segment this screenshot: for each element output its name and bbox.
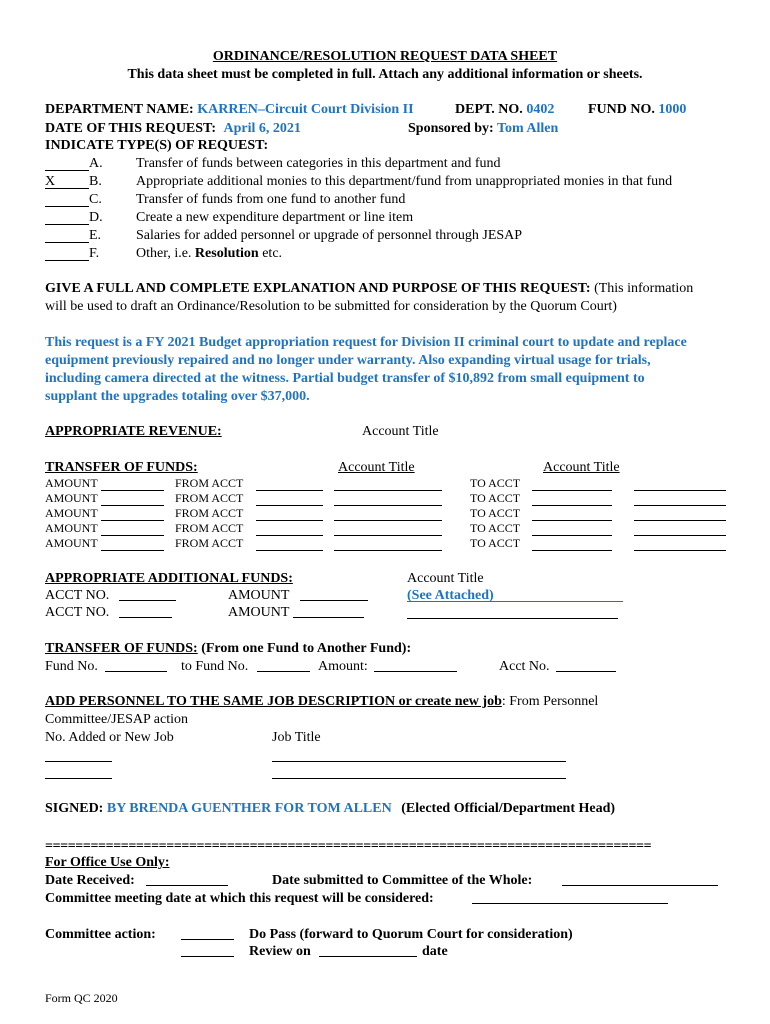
fund-no-value: 1000 xyxy=(658,102,687,117)
fund-no-field xyxy=(588,101,686,118)
from-account-title-input[interactable] xyxy=(334,535,442,536)
acct-no-label: ACCT NO. xyxy=(45,588,110,603)
no-added-input[interactable] xyxy=(45,761,112,762)
meeting-date-label: Committee meeting date at which this request will be considered: xyxy=(45,891,434,906)
amount-label: AMOUNT xyxy=(45,476,98,490)
from-acct-label: FROM ACCT xyxy=(175,506,244,520)
from-acct-label: FROM ACCT xyxy=(175,491,244,505)
acct-no-label: ACCT NO. xyxy=(45,605,110,620)
separator-line: ================================================================================ xyxy=(45,839,652,854)
acct-no-input[interactable] xyxy=(119,617,172,618)
fund-amount-input[interactable] xyxy=(374,671,457,672)
review-date-label: date xyxy=(422,944,448,959)
see-attached-underline xyxy=(407,601,623,602)
to-account-title-input[interactable] xyxy=(634,535,726,536)
explanation-note: (This information xyxy=(590,281,694,296)
dept-no-field xyxy=(455,101,554,118)
department-name-label: DEPARTMENT NAME: xyxy=(45,102,194,117)
from-acct-label: FROM ACCT xyxy=(175,521,244,535)
additional-funds-heading: APPROPRIATE ADDITIONAL FUNDS: xyxy=(45,571,293,586)
explanation-line: equipment previously repaired and no longer under warranty. Also expanding virtual usage for trials, xyxy=(45,353,651,368)
do-pass-label: Do Pass (forward to Quorum Court for consideration) xyxy=(249,927,573,942)
request-date-label: DATE OF THIS REQUEST: xyxy=(45,121,217,136)
personnel-note: : From Personnel xyxy=(501,694,599,709)
to-acct-input[interactable] xyxy=(532,550,612,551)
revenue-account-title: Account Title xyxy=(362,424,439,439)
form-subtitle: This data sheet must be completed in full. Attach any additional information or sheets. xyxy=(127,67,643,82)
date-received-label: Date Received: xyxy=(45,873,135,888)
to-fund-no-input[interactable] xyxy=(257,671,310,672)
amount-input[interactable] xyxy=(101,505,164,506)
meeting-date-input[interactable] xyxy=(472,903,668,904)
request-type-text-part: Resolution xyxy=(194,246,259,261)
from-acct-input[interactable] xyxy=(256,490,323,491)
personnel-heading: ADD PERSONNEL TO THE SAME JOB DESCRIPTION or create new job xyxy=(45,694,502,709)
request-type-letter: E. xyxy=(89,228,102,243)
department-name-value: KARREN–Circuit Court Division II xyxy=(197,102,414,117)
to-acct-input[interactable] xyxy=(532,505,612,506)
acct-no-label: Acct No. xyxy=(499,659,550,674)
signed-row xyxy=(45,800,615,817)
from-account-title-input[interactable] xyxy=(334,490,442,491)
appropriate-revenue-heading: APPROPRIATE REVENUE: xyxy=(45,424,222,439)
fund-transfer-heading: TRANSFER OF FUNDS: xyxy=(45,641,198,656)
amount-label: AMOUNT xyxy=(228,588,290,603)
acct-no-input[interactable] xyxy=(119,600,176,601)
date-submitted-input[interactable] xyxy=(562,885,718,886)
department-row xyxy=(45,101,414,118)
request-type-text: Appropriate additional monies to this department/fund from unappropriated monies in that fund xyxy=(136,174,673,189)
amount-input[interactable] xyxy=(300,600,368,601)
office-use-heading: For Office Use Only: xyxy=(45,855,170,870)
amount-input[interactable] xyxy=(101,535,164,536)
job-title-label: Job Title xyxy=(272,730,321,745)
explanation-heading: GIVE A FULL AND COMPLETE EXPLANATION AND PURPOSE OF THIS REQUEST: xyxy=(45,281,591,296)
form-title: ORDINANCE/RESOLUTION REQUEST DATA SHEET xyxy=(212,49,558,64)
committee-action-label: Committee action: xyxy=(45,927,156,942)
request-type-letter: B. xyxy=(89,174,102,189)
dept-no-label: DEPT. NO. xyxy=(455,102,523,117)
sponsored-value: Tom Allen xyxy=(496,121,559,136)
from-account-title-input[interactable] xyxy=(334,505,442,506)
no-added-label: No. Added or New Job xyxy=(45,730,174,745)
to-acct-input[interactable] xyxy=(532,520,612,521)
explanation-note-line: will be used to draft an Ordinance/Resolution to be submitted for consideration by the Quorum Court) xyxy=(45,299,617,314)
no-added-input[interactable] xyxy=(45,778,112,779)
see-attached-link[interactable]: (See Attached) xyxy=(407,588,494,603)
request-type-checkbox[interactable] xyxy=(45,227,89,243)
to-acct-label: TO ACCT xyxy=(470,506,521,520)
explanation-line: including camera directed at the witness. Partial budget transfer of $10,892 from small equipment to xyxy=(45,371,645,386)
fund-no-input[interactable] xyxy=(105,671,167,672)
request-type-text: Transfer of funds from one fund to another fund xyxy=(136,192,406,207)
review-input[interactable] xyxy=(181,956,234,957)
transfer-funds-heading: TRANSFER OF FUNDS: xyxy=(45,460,198,475)
amount-label: AMOUNT xyxy=(45,536,98,550)
request-type-text xyxy=(136,245,282,262)
to-fund-no-label: to Fund No. xyxy=(181,659,249,674)
review-date-input[interactable] xyxy=(319,956,417,957)
from-account-title-input[interactable] xyxy=(334,520,442,521)
to-acct-label: TO ACCT xyxy=(470,476,521,490)
dept-no-value: 0402 xyxy=(526,102,555,117)
form-number: Form QC 2020 xyxy=(45,991,118,1005)
explanation-line: This request is a FY 2021 Budget appropriation request for Division II criminal court to update and replace xyxy=(45,335,687,350)
request-type-text: Create a new expenditure department or line item xyxy=(136,210,414,225)
date-submitted-label: Date submitted to Committee of the Whole: xyxy=(272,873,533,888)
do-pass-input[interactable] xyxy=(181,939,234,940)
signed-value: BY BRENDA GUENTHER FOR TOM ALLEN xyxy=(106,801,392,816)
personnel-heading-row xyxy=(45,693,598,710)
to-account-title-input[interactable] xyxy=(634,550,726,551)
request-type-checkbox[interactable]: X xyxy=(45,173,89,189)
amount-input[interactable] xyxy=(293,617,364,618)
fund-no-label: FUND NO. xyxy=(588,102,655,117)
additional-account-title: Account Title xyxy=(407,571,484,586)
amount-label: AMOUNT xyxy=(45,521,98,535)
from-acct-input[interactable] xyxy=(256,535,323,536)
to-account-title-input[interactable] xyxy=(634,505,726,506)
sponsored-field xyxy=(408,120,558,137)
to-acct-label: TO ACCT xyxy=(470,491,521,505)
from-account-title-input[interactable] xyxy=(334,550,442,551)
account-title-input[interactable] xyxy=(407,618,618,619)
sponsored-label: Sponsored by: xyxy=(408,121,494,136)
job-title-input[interactable] xyxy=(272,761,566,762)
review-on-label: Review on xyxy=(249,944,311,959)
from-acct-label: FROM ACCT xyxy=(175,536,244,550)
request-type-text-part: Other, i.e. xyxy=(136,246,195,261)
explanation-heading-row xyxy=(45,280,693,297)
transfer-account-title-from: Account Title xyxy=(338,460,415,475)
from-acct-input[interactable] xyxy=(256,520,323,521)
request-type-letter: F. xyxy=(89,246,100,261)
to-acct-label: TO ACCT xyxy=(470,521,521,535)
to-acct-label: TO ACCT xyxy=(470,536,521,550)
request-type-checkbox[interactable] xyxy=(45,245,89,261)
request-type-letter: C. xyxy=(89,192,102,207)
explanation-line: supplant the upgrades totaling over $37,000. xyxy=(45,389,310,404)
signed-label: SIGNED: xyxy=(45,801,104,816)
from-acct-label: FROM ACCT xyxy=(175,476,244,490)
to-acct-input[interactable] xyxy=(532,535,612,536)
to-account-title-input[interactable] xyxy=(634,490,726,491)
request-type-checkbox[interactable] xyxy=(45,191,89,207)
from-acct-input[interactable] xyxy=(256,550,323,551)
fund-transfer-note: (From one Fund to Another Fund): xyxy=(197,641,412,656)
request-date-field xyxy=(45,120,301,137)
request-type-text: Transfer of funds between categories in this department and fund xyxy=(136,156,501,171)
transfer-account-title-to: Account Title xyxy=(543,460,620,475)
amount-label: AMOUNT xyxy=(228,605,290,620)
amount-label: AMOUNT xyxy=(45,491,98,505)
amount-input[interactable] xyxy=(101,550,164,551)
fund-no-label: Fund No. xyxy=(45,659,98,674)
request-type-text-part: etc. xyxy=(258,246,283,261)
job-title-input[interactable] xyxy=(272,778,566,779)
request-type-letter: A. xyxy=(89,156,103,171)
signed-role: (Elected Official/Department Head) xyxy=(401,801,616,816)
request-date-value: April 6, 2021 xyxy=(223,121,301,136)
fund-amount-label: Amount: xyxy=(318,659,368,674)
request-type-text: Salaries for added personnel or upgrade of personnel through JESAP xyxy=(136,228,523,243)
personnel-note-line: Committee/JESAP action xyxy=(45,712,188,727)
date-received-input[interactable] xyxy=(146,885,228,886)
amount-input[interactable] xyxy=(101,520,164,521)
amount-label: AMOUNT xyxy=(45,506,98,520)
fund-acct-no-input[interactable] xyxy=(556,671,616,672)
request-type-checkbox[interactable] xyxy=(45,209,89,225)
request-type-checkbox[interactable] xyxy=(45,155,89,171)
fund-transfer-heading-row xyxy=(45,640,411,657)
to-acct-input[interactable] xyxy=(532,490,612,491)
request-type-letter: D. xyxy=(89,210,103,225)
amount-input[interactable] xyxy=(101,490,164,491)
indicate-type-heading: INDICATE TYPE(S) OF REQUEST: xyxy=(45,138,269,153)
from-acct-input[interactable] xyxy=(256,505,323,506)
to-account-title-input[interactable] xyxy=(634,520,726,521)
